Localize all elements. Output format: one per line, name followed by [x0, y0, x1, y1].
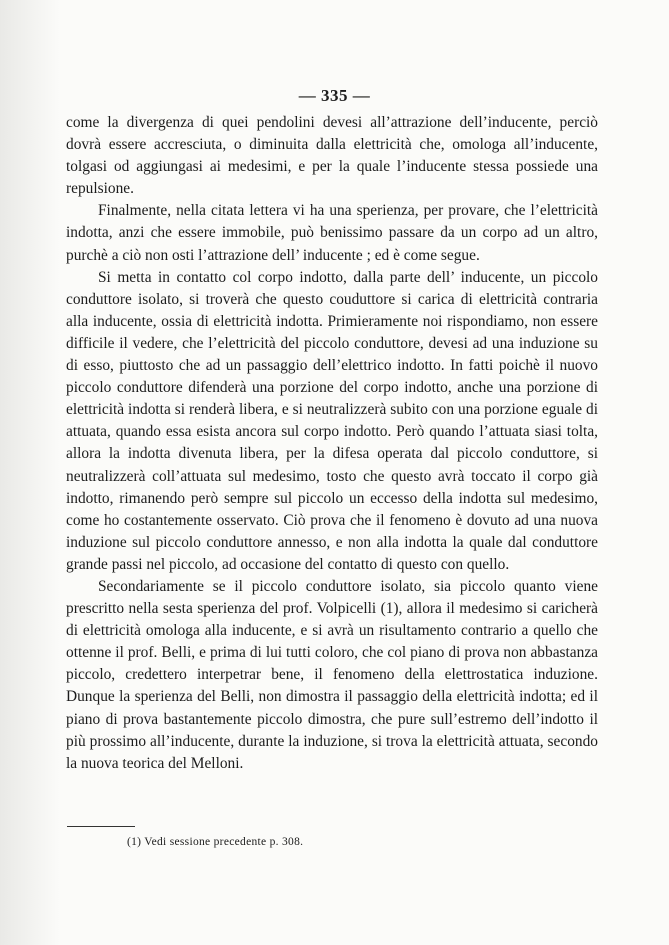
page-number: — 335 — — [298, 86, 371, 105]
paragraph-3: Si metta in contatto col corpo indotto, dalla parte dell’ inducente, un piccolo conduttore isolato, si troverà che questo couduttore si carica di elettricità contraria alla inducente, ossia di elettricità indotta. Primieramente noi rispondiamo, non essere difficile il vedere, che l’elettricità del piccolo conduttore, devesi ad una induzione su di esso, piuttosto che ad un passaggio dell’elettrico indotto. In fatti poichè il nuovo piccolo conduttore difenderà una porzione del corpo indotto, anche una porzione di elettricità indotta si renderà libera, e si neutralizzerà subito con una porzione eguale di attuata, quando essa esista ancora sul corpo indotto. Però quando l’attuata siasi tolta, allora la indotta divenuta libera, per la difesa operata dal piccolo conduttore, si neutralizzerà coll’attuata sul medesimo, tosto che questo avrà toccato il corpo già indotto, rimanendo però sempre sul piccolo un eccesso della indotta sul medesimo, come ho costantemente osservato. Ciò prova che il fenomeno è dovuto ad una nuova induzione sul piccolo conduttore annesso, e non alla indotta la quale dal conduttore grande passi nel piccolo, ad occasione del contatto di questo con quello. — [66, 268, 598, 573]
body-text — [66, 112, 598, 775]
paragraph-4: Secondariamente se il piccolo conduttore isolato, sia piccolo quanto viene prescritto nella sesta sperienza del prof. Volpicelli (1), allora il medesimo si caricherà di elettricità omologa alla inducente, e si avrà un risultamento contrario a quello che ottenne il prof. Belli, e prima di lui tutti coloro, che col piano di prova non abbastanza piccolo, credettero interpetrar bene, il fenomeno della elettrostatica induzione. Dunque la sperienza del Belli, non dimostra il passaggio della elettricità indotta; ed il piano di prova bastantemente piccolo dimostra, che pure sull’estremo dell’indotto il più prossimo all’inducente, durante la induzione, si trova la elettricità attuata, secondo la nuova teorica del Melloni. — [66, 577, 598, 772]
footnote-divider — [67, 826, 135, 827]
footnote: (1) Vedi sessione precedente p. 308. — [127, 836, 304, 848]
paragraph-2: Finalmente, nella citata lettera vi ha una sperienza, per provare, che l’elettricità indotta, anzi che essere immobile, può benissimo passare da un corpo ad un altro, purchè a ciò non osti l’attrazione dell’ inducente ; ed è come segue. — [66, 202, 598, 264]
paragraph-1: come la divergenza di quei pendolini devesi all’attrazione dell’inducente, perciò dovrà essere accresciuta, o diminuita dalla elettricità che, omologa all’inducente, tolgasi od aggiungasi ai medesimi, e per la quale l’inducente stessa possiede una repulsione. — [66, 114, 598, 198]
scan-shadow — [0, 0, 60, 945]
